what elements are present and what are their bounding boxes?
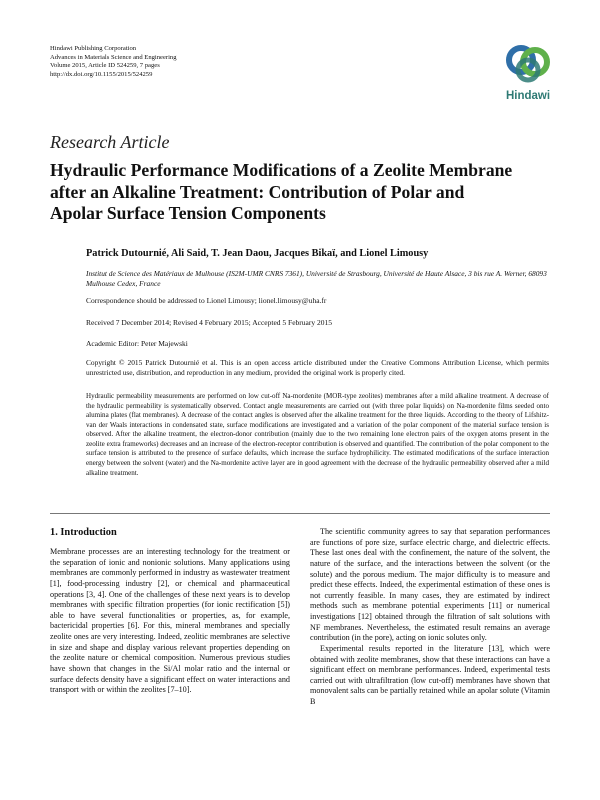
body-paragraph: Membrane processes are an interesting technology for the treatment or the separation of ionic and nonionic solutions. Many applications using membranes are commonly performed in industry as wastewater treatment [1], food-processing industry [2], or chemical and pharmaceutical operations [3, 4]. One of the challenges of these next years is to develop membranes with specific filtration properties (for ionic rectification [5]) able to have several functionalities or properties, as, for example, bactericidal properties [6]. For this, mineral membranes and specially zeolite ones are very interesting. Indeed, zeolitic membranes are selective in size and shape and display various relevant properties depending on the zeolite nature or chemical composition. Numerous previous studies have shown that changes in the Si/Al molar ratio and the internal or surface defects density have a significant effect on water interactions and transport with or within the zeolites [7–10]. xyxy=(50,547,290,695)
copyright-notice: Copyright © 2015 Patrick Dutournié et al. This is an open access article distributed under the Creative Commons Attribution License, which permits unrestricted use, distribution, and reproduction in any medium, provided the original work is properly cited. xyxy=(86,358,549,377)
hindawi-logo xyxy=(498,40,558,106)
body-paragraph: Experimental results reported in the literature [13], which were obtained with zeolite membranes, show that these interactions can have a significant effect on membrane performances. Indeed, experimental tests carried out with ultrafiltration (low cut-off) membranes have shown that monovalent salts can be partially retained while an apolar solute (Vitamin B xyxy=(310,643,550,706)
section-divider xyxy=(50,513,550,514)
body-column-right xyxy=(310,527,550,708)
header-journal: Advances in Materials Science and Engineering xyxy=(50,53,177,61)
affiliation: Institut de Science des Matériaux de Mulhouse (IS2M-UMR CNRS 7361), Université de Strasbourg, Université de Haute Alsace, 3 bis rue A. Werner, 68093 Mulhouse Cedex, France xyxy=(86,269,547,289)
abstract: Hydraulic permeability measurements are performed on low cut-off Na-mordenite (MOR-type zeolites) membranes after a mild alkaline treatment. A decrease of the hydraulic permeability is systematically observed. Contact angle measurements are carried out (with three polar liquids) on Na-mordenite films seeded onto alumina plates (flat membranes). A decrease of the contact angles is observed after the alkaline treatment for the three liquids. According to the theory of Lifshitz-van der Waals interactions in condensated state, surface modifications are investigated and a variation of the polar component of the material surface tension is observed. After the alkaline treatment, the electron-donor contribution (mainly due to the two remaining lone electron pairs of the oxygen atoms present in the zeolite extra frameworks) decreases and an increase of the electron-receptor contribution is observed and quantified. The contribution of the polar component to the surface tension is attributed to the presence of surface defaults, which increase the surface hydrophilicity. The estimated modifications of the surface interaction energy between the solvent (water) and the Na-mordenite active layer are in good agreement with the decrease of the hydraulic permeability observed after a mild alkaline treatment. xyxy=(86,392,549,477)
academic-editor: Academic Editor: Peter Majewski xyxy=(86,339,188,348)
body-column-left xyxy=(50,547,290,696)
article-dates: Received 7 December 2014; Revised 4 February 2015; Accepted 5 February 2015 xyxy=(86,318,332,327)
journal-header xyxy=(50,45,177,79)
article-title: Hydraulic Performance Modifications of a Zeolite Membrane after an Alkaline Treatment: Contribution of Polar and Apolar Surface Tension Components xyxy=(50,160,513,223)
body-paragraph: The scientific community agrees to say that separation performances are functions of pore size, surface electric charge, and dielectric effects. These last ones deal with the confinement, the nature of the solvent, the nature of the surface, and the interactions between the solvent (or the solute) and the porous medium. The major difficulty is to measure and predict these effects. Indeed, the experimental estimation of these ones is not currently feasible. In many cases, they are estimated by indirect methods such as membrane potential experiments [11] or numerical investigations [12] obtained through the filtration of salt solutions with NF membranes. Nevertheless, the estimated result remains an average contribution (in the pore), acting on ionic solutes only. xyxy=(310,527,550,643)
hindawi-logo-icon xyxy=(498,40,558,90)
section-heading: 1. Introduction xyxy=(50,527,117,538)
header-doi[interactable]: http://dx.doi.org/10.1155/2015/524259 xyxy=(50,70,153,78)
header-publisher: Hindawi Publishing Corporation xyxy=(50,45,137,52)
correspondence: Correspondence should be addressed to Lionel Limousy; lionel.limousy@uha.fr xyxy=(86,296,327,305)
article-type: Research Article xyxy=(50,132,170,152)
header-volume: Volume 2015, Article ID 524259, 7 pages xyxy=(50,62,160,70)
logo-wordmark: Hindawi xyxy=(505,90,551,102)
author-list: Patrick Dutournié, Ali Said, T. Jean Daou, Jacques Bikaï, and Lionel Limousy xyxy=(86,248,429,259)
